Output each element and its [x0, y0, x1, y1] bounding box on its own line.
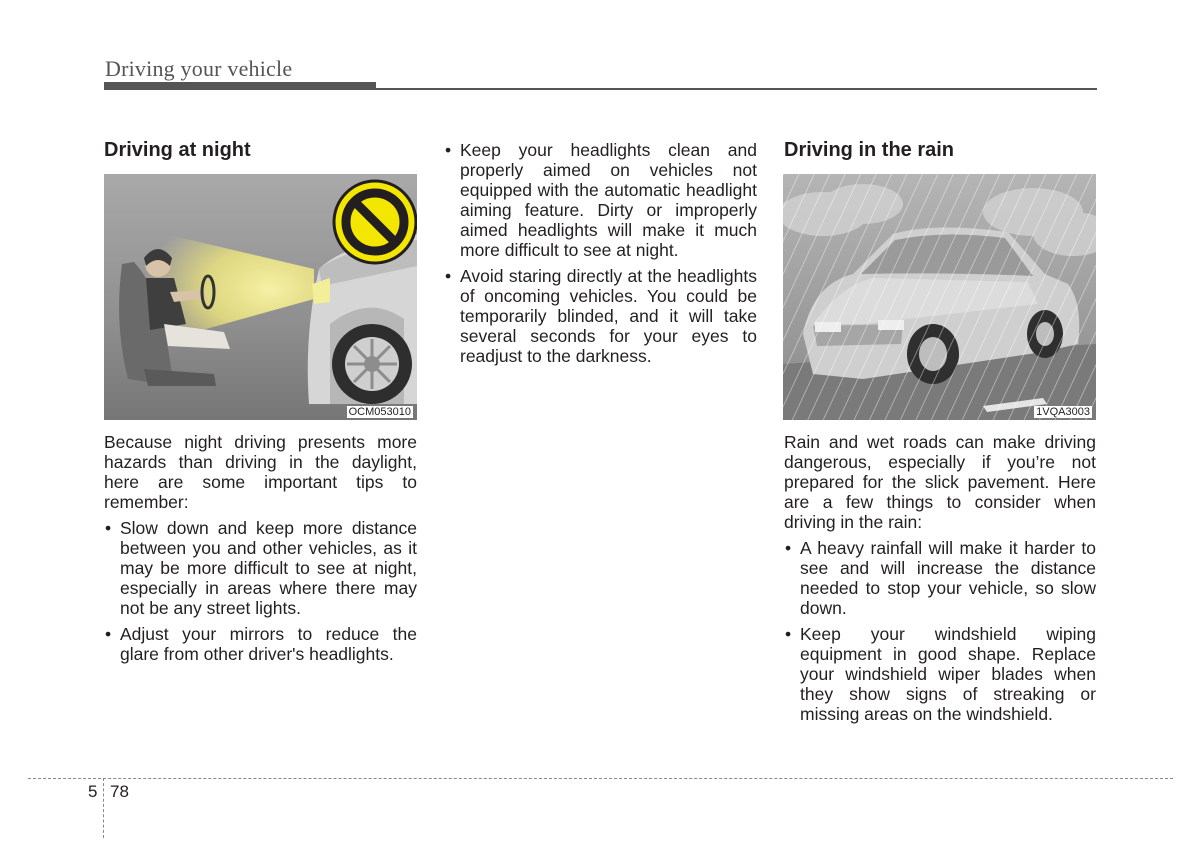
list-item: • Keep your headlights clean and properly aimed on vehicles not equipped with the automatic headlight aiming feature. Dirty or improperly aimed headlights will make it much more difficult to see at night.	[444, 140, 757, 260]
prohibition-sign-icon	[334, 181, 416, 263]
night-tips-list-col1	[104, 518, 417, 670]
night-figure-code: OCM053010	[348, 406, 411, 418]
night-heading: Driving at night	[104, 139, 251, 161]
rain-intro-paragraph: Rain and wet roads can make driving dangerous, especially if you’re not prepared for the slick pavement. Here are a few things to consider when driving in the rain:	[784, 432, 1096, 532]
footer-rule	[28, 778, 1173, 779]
list-item: • Slow down and keep more distance between you and other vehicles, as it may be more difficult to see at night, especially in areas where there may not be any street lights.	[104, 518, 417, 618]
list-item: • Avoid staring directly at the headlights of oncoming vehicles. You could be temporarily blinded, and it will take several seconds for your eyes to readjust to the darkness.	[444, 266, 757, 366]
night-tips-list-col2	[444, 140, 757, 372]
rain-figure-code: 1VQA3003	[1036, 406, 1090, 418]
header-rule	[104, 88, 1097, 90]
rain-driving-illustration	[783, 174, 1096, 420]
rain-heading: Driving in the rain	[784, 139, 955, 161]
footer-divider	[103, 778, 104, 838]
section-header-title: Driving your vehicle	[105, 56, 293, 81]
rain-tips-list	[784, 538, 1096, 730]
night-driving-illustration	[104, 174, 417, 420]
chapter-number: 5	[88, 782, 98, 801]
list-item: • Keep your windshield wiping equipment in good shape. Replace your windshield wiper blades when they show signs of streaking or missing areas on the windshield.	[784, 624, 1096, 724]
list-item: • A heavy rainfall will make it harder to see and will increase the distance needed to stop your vehicle, so slow down.	[784, 538, 1096, 618]
page-number: 78	[110, 782, 129, 801]
night-intro-paragraph: Because night driving presents more hazards than driving in the daylight, here are some important tips to remember:	[104, 432, 417, 512]
list-item: • Adjust your mirrors to reduce the glare from other driver's headlights.	[104, 624, 417, 664]
